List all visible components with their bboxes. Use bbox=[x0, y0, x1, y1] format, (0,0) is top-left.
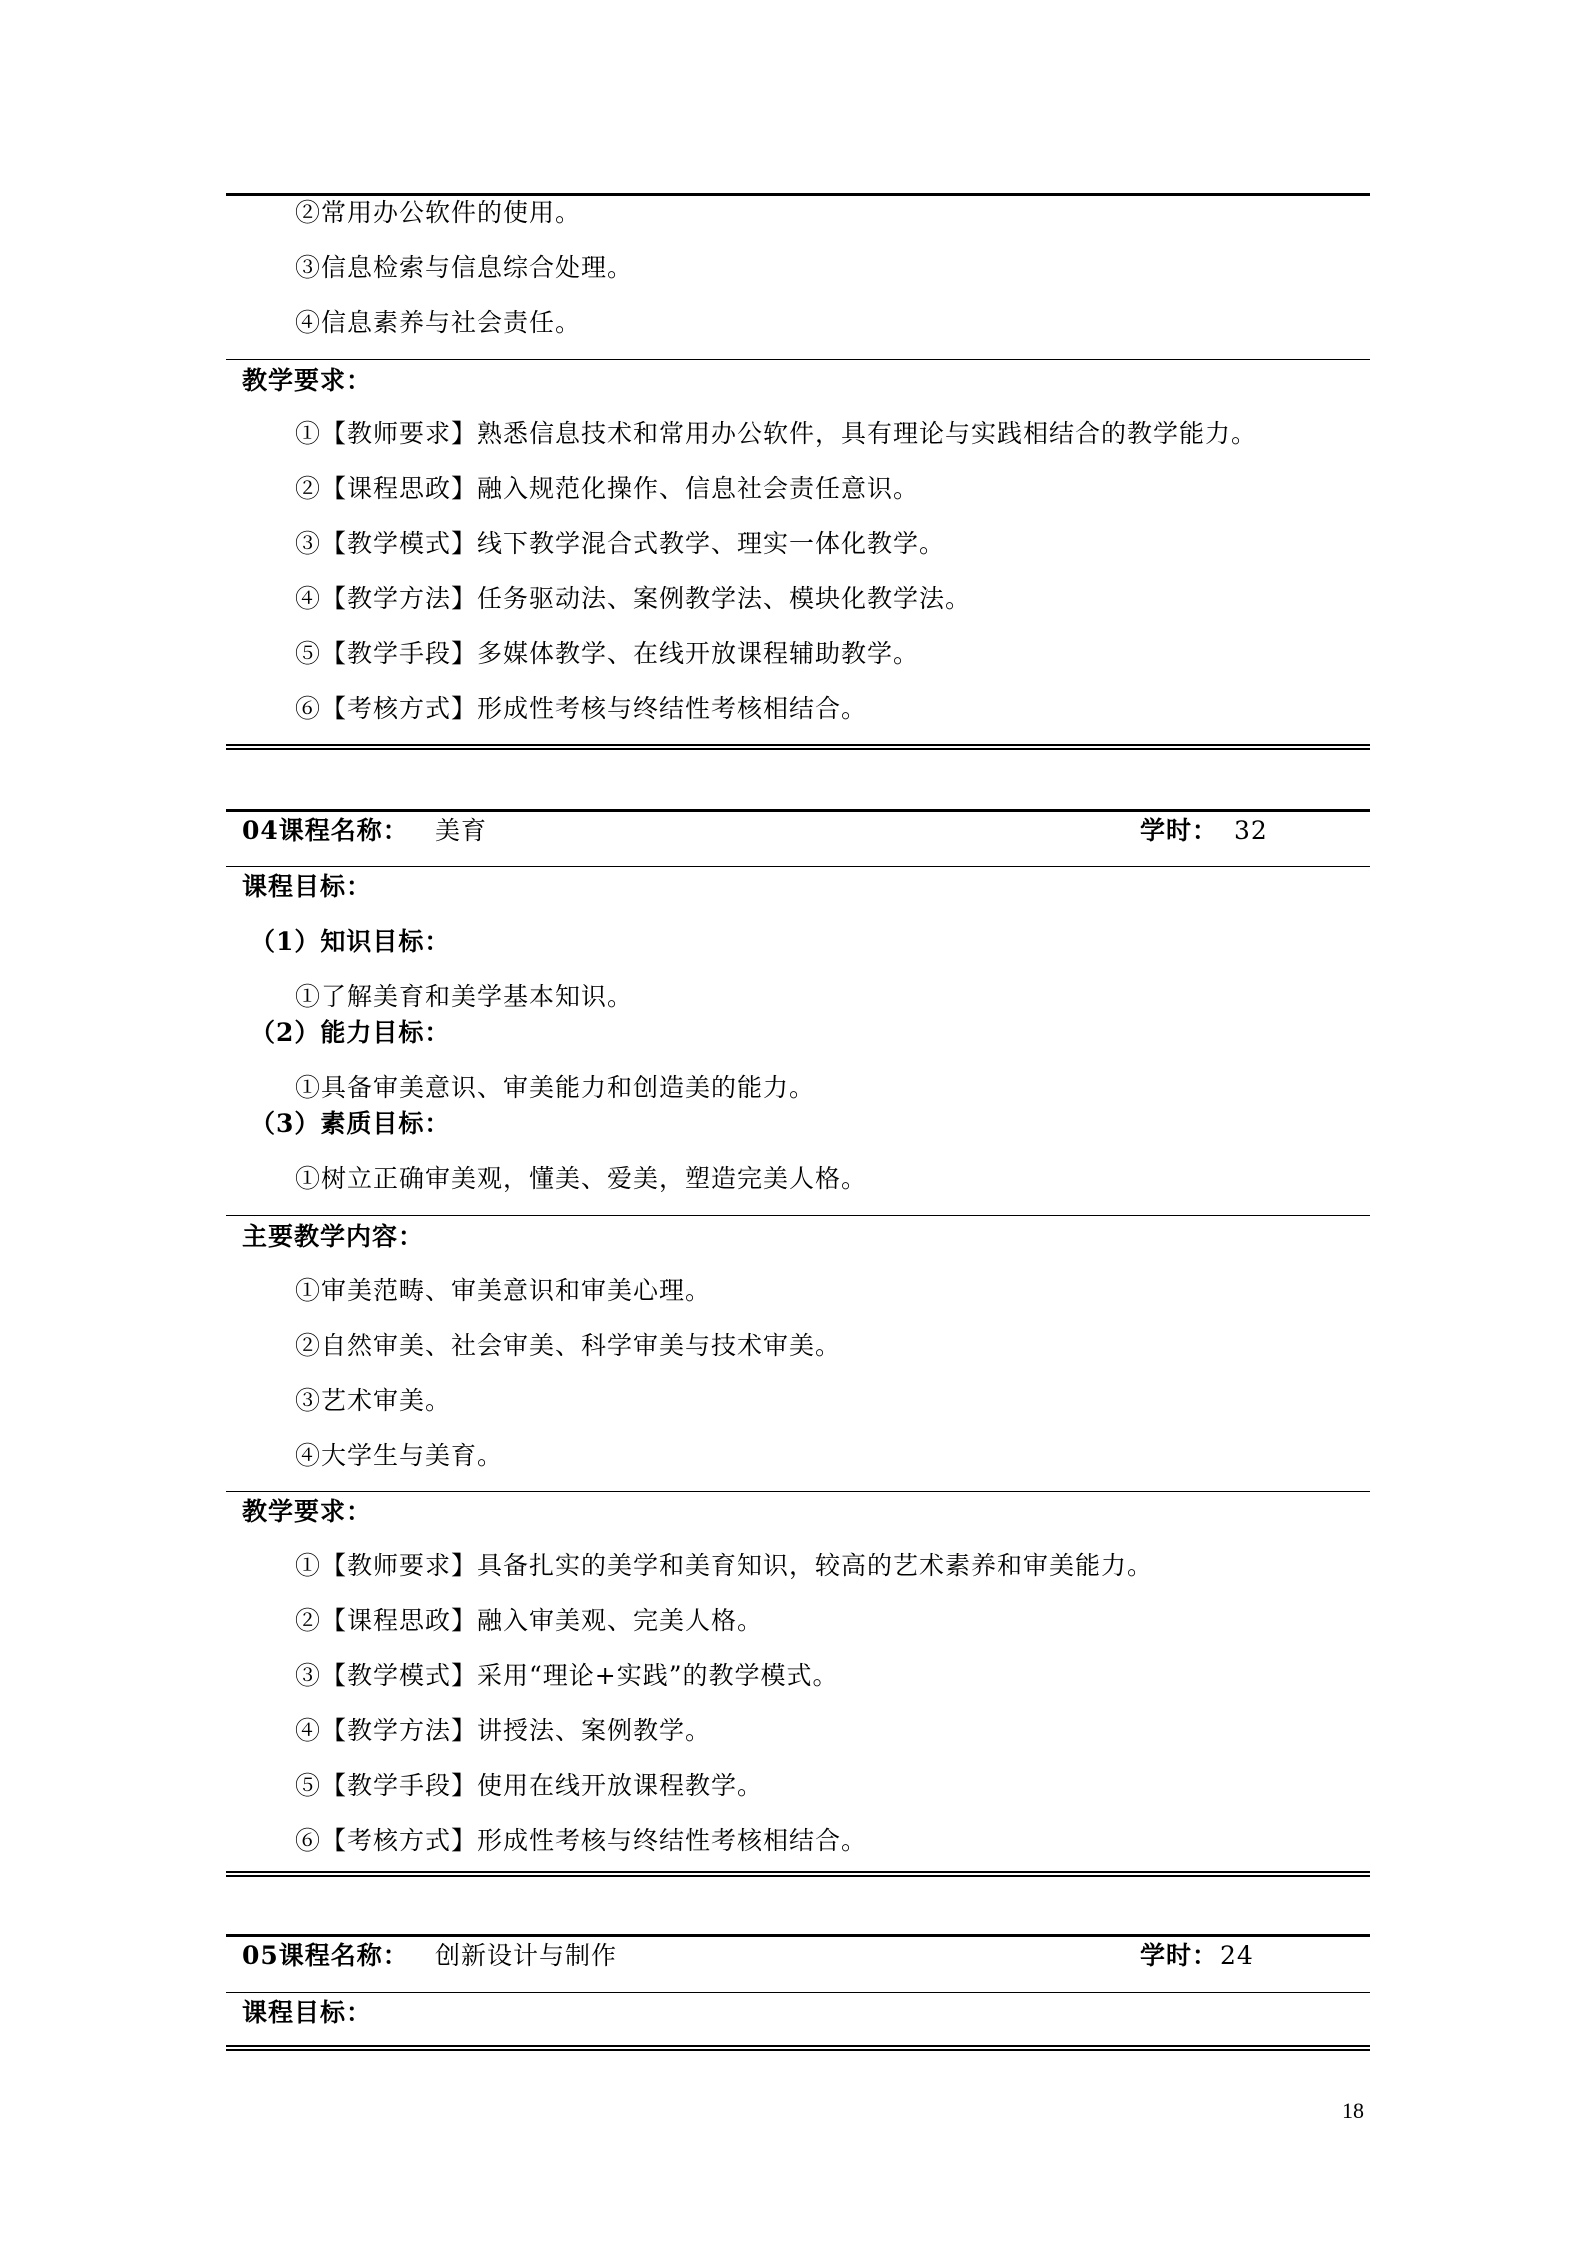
table-bottom-border bbox=[226, 2045, 1370, 2051]
content-item: ②常用办公软件的使用。 bbox=[295, 198, 582, 227]
table-top-border bbox=[226, 1934, 1370, 1937]
requirement-item: ③【教学模式】采用“理论+实践”的教学模式。 bbox=[295, 1661, 839, 1690]
course-name-label: 04课程名称： bbox=[242, 816, 409, 845]
requirement-item: ①【教师要求】具备扎实的美学和美育知识，较高的艺术素养和审美能力。 bbox=[295, 1551, 1154, 1580]
knowledge-goal-label: （1）知识目标： bbox=[250, 927, 451, 956]
quality-goal-label: （3）素质目标： bbox=[250, 1109, 451, 1138]
section-divider bbox=[226, 866, 1370, 867]
content-label: 主要教学内容： bbox=[242, 1222, 425, 1251]
course-name-label: 05课程名称： bbox=[242, 1941, 409, 1970]
course-name: 美育 bbox=[435, 816, 488, 845]
requirement-item: ⑥【考核方式】形成性考核与终结性考核相结合。 bbox=[295, 694, 868, 723]
requirements-label: 教学要求： bbox=[242, 1497, 373, 1526]
table-bottom-border bbox=[226, 744, 1370, 750]
goals-label: 课程目标： bbox=[242, 1998, 373, 2027]
ability-goal-label: （2）能力目标： bbox=[250, 1018, 451, 1047]
requirement-item: ②【课程思政】融入审美观、完美人格。 bbox=[295, 1606, 764, 1635]
hours-label: 学时： bbox=[1140, 816, 1219, 845]
content-item: ④大学生与美育。 bbox=[295, 1441, 504, 1470]
ability-goal: ①具备审美意识、审美能力和创造美的能力。 bbox=[295, 1073, 816, 1102]
table-top-border bbox=[226, 193, 1370, 196]
content-item: ②自然审美、社会审美、科学审美与技术审美。 bbox=[295, 1331, 842, 1360]
table-top-border bbox=[226, 809, 1370, 812]
section-divider bbox=[226, 1491, 1370, 1492]
content-item: ④信息素养与社会责任。 bbox=[295, 308, 582, 337]
table-bottom-border bbox=[226, 1871, 1370, 1877]
course-name: 创新设计与制作 bbox=[435, 1941, 618, 1970]
page-number: 18 bbox=[1342, 2098, 1364, 2123]
requirements-label: 教学要求： bbox=[242, 366, 373, 395]
hours-label: 学时： bbox=[1140, 1941, 1219, 1970]
requirement-item: ⑤【教学手段】多媒体教学、在线开放课程辅助教学。 bbox=[295, 639, 920, 668]
knowledge-goal: ①了解美育和美学基本知识。 bbox=[295, 982, 634, 1011]
requirement-item: ⑥【考核方式】形成性考核与终结性考核相结合。 bbox=[295, 1826, 868, 1855]
quality-goal: ①树立正确审美观，懂美、爱美，塑造完美人格。 bbox=[295, 1164, 868, 1193]
requirement-item: ③【教学模式】线下教学混合式教学、理实一体化教学。 bbox=[295, 529, 946, 558]
requirement-item: ⑤【教学手段】使用在线开放课程教学。 bbox=[295, 1771, 764, 1800]
requirement-item: ④【教学方法】任务驱动法、案例教学法、模块化教学法。 bbox=[295, 584, 972, 613]
content-item: ①审美范畴、审美意识和审美心理。 bbox=[295, 1276, 712, 1305]
requirement-item: ④【教学方法】讲授法、案例教学。 bbox=[295, 1716, 712, 1745]
requirement-item: ①【教师要求】熟悉信息技术和常用办公软件，具有理论与实践相结合的教学能力。 bbox=[295, 419, 1258, 448]
content-item: ③信息检索与信息综合处理。 bbox=[295, 253, 634, 282]
hours-value: 24 bbox=[1220, 1941, 1254, 1970]
section-divider bbox=[226, 1992, 1370, 1993]
requirement-item: ②【课程思政】融入规范化操作、信息社会责任意识。 bbox=[295, 474, 920, 503]
goals-label: 课程目标： bbox=[242, 872, 373, 901]
content-item: ③艺术审美。 bbox=[295, 1386, 452, 1415]
hours-value: 32 bbox=[1234, 816, 1268, 845]
section-divider bbox=[226, 359, 1370, 360]
section-divider bbox=[226, 1215, 1370, 1216]
